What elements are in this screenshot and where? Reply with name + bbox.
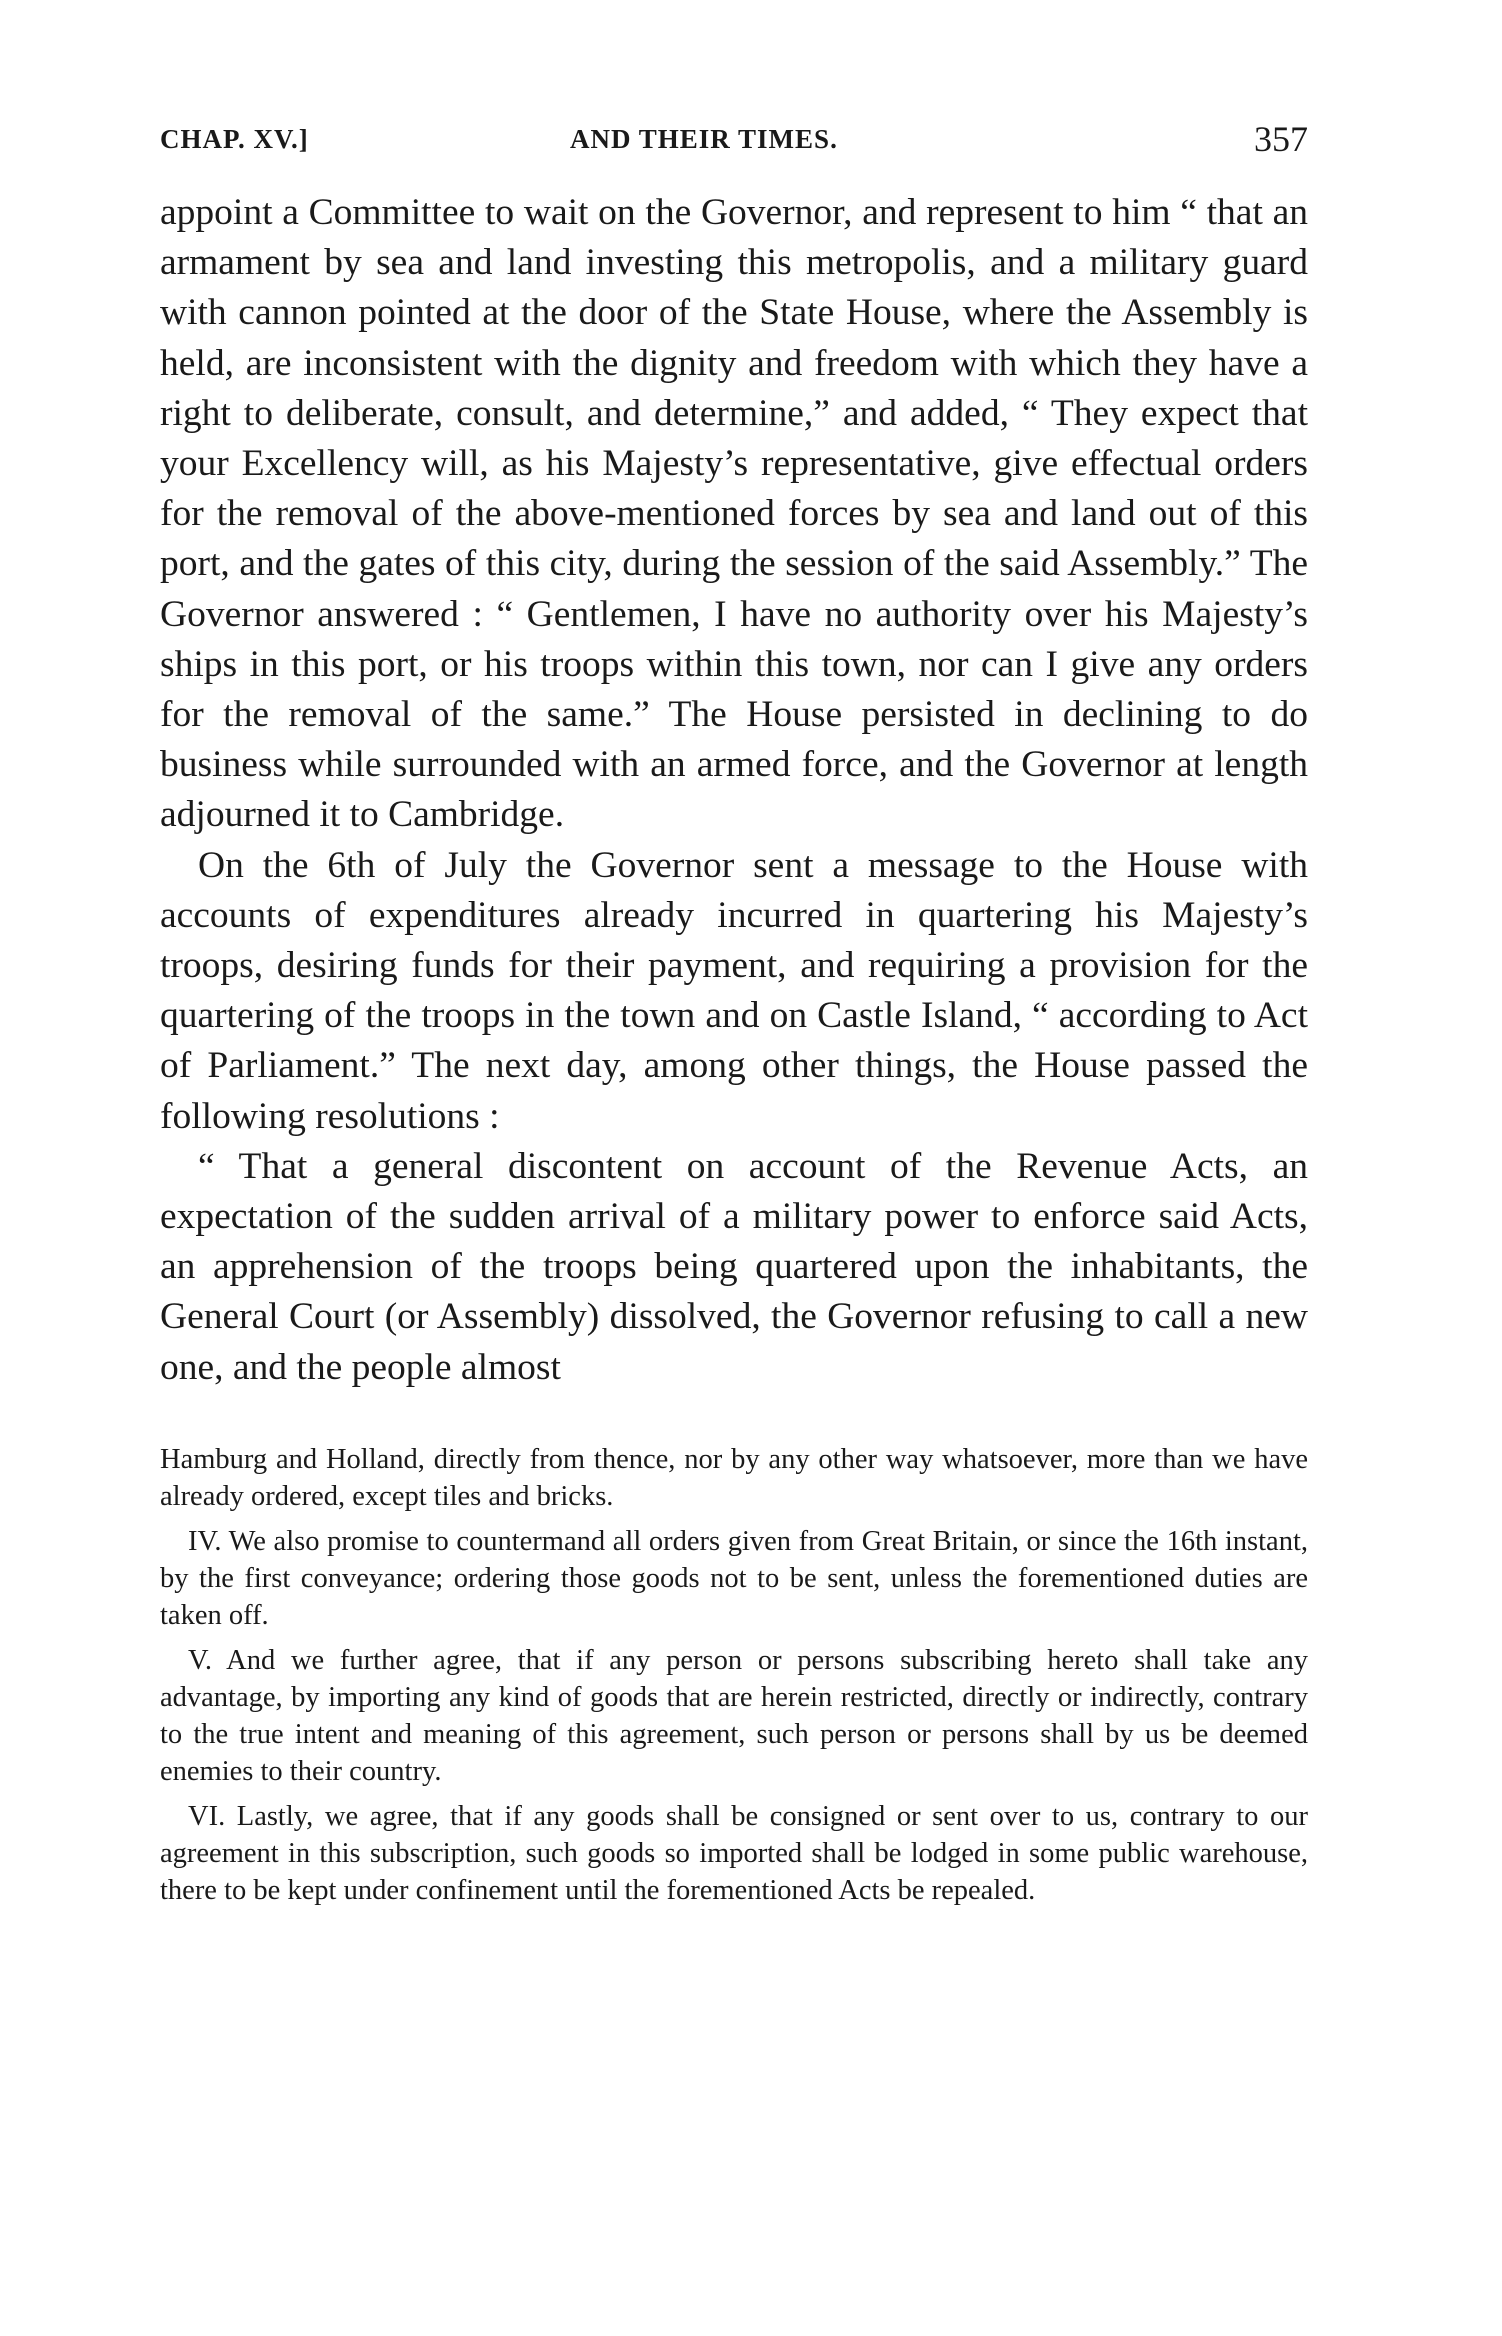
body-paragraph: “ That a general discontent on account of the Revenue Acts, an expectation of the sudden arrival of a military power to enforce said Acts, an apprehension of the troops being quartered upon the inhabitants, the General Court (or Assembly) dissolved, the Governor refusing to call a new one, and the people almost xyxy=(160,1145,1308,1388)
footnotes xyxy=(160,1441,1308,1909)
chapter-label: CHAP. XV.] xyxy=(160,124,309,154)
footnote-paragraph: IV. We also promise to countermand all orders given from Great Britain, or since the 16th instant, by the first conveyance; ordering those goods not to be sent, unless the forementioned duties are taken off. xyxy=(160,1525,1308,1631)
footnote-paragraph: VI. Lastly, we agree, that if any goods shall be consigned or sent over to us, contrary to our agreement in this subscription, such goods so imported shall be lodged in some public warehouse, there to be kept under confinement until the forementioned Acts be repealed. xyxy=(160,1800,1308,1906)
running-head xyxy=(160,118,1308,166)
body-paragraph: appoint a Committee to wait on the Governor, and represent to him “ that an armament by sea and land investing this metropolis, and a military guard with cannon pointed at the door of the State House, where the Assembly is held, are inconsistent with the dignity and freedom with which they have a right to deliberate, consult, and determine,” and added, “ They expect that your Excellency will, as his Majesty’s representative, give effectual orders for the removal of the above-mentioned forces by sea and land out of this port, and the gates of this city, during the session of the said Assembly.” The Governor answered : “ Gentlemen, I have no authority over his Majesty’s ships in this port, or his troops within this town, nor can I give any orders for the removal of the same.” The House persisted in declining to do business while surrounded with an armed force, and the Governor at length adjourned it to Cambridge. xyxy=(160,192,1308,836)
body-paragraph: On the 6th of July the Governor sent a message to the House with accounts of expenditures already incurred in quartering his Majesty’s troops, desiring funds for their payment, and requiring a provision for the quartering of the troops in the town and on Castle Island, “ according to Act of Parliament.” The next day, among other things, the House passed the following resolutions : xyxy=(160,844,1308,1137)
footnote-paragraph: Hamburg and Holland, directly from thence, nor by any other way whatsoever, more than we have already ordered, except tiles and bricks. xyxy=(160,1443,1308,1512)
page-number: 357 xyxy=(1254,119,1308,159)
footnote-paragraph: V. And we further agree, that if any person or persons subscribing hereto shall take any advantage, by importing any kind of goods that are herein restricted, directly or indirectly, contrary to the true intent and meaning of this agreement, such person or persons shall by us be deemed enemies to their country. xyxy=(160,1644,1308,1787)
book-page xyxy=(160,118,1308,1917)
running-title: AND THEIR TIMES. xyxy=(570,124,838,154)
main-text xyxy=(160,188,1308,1393)
